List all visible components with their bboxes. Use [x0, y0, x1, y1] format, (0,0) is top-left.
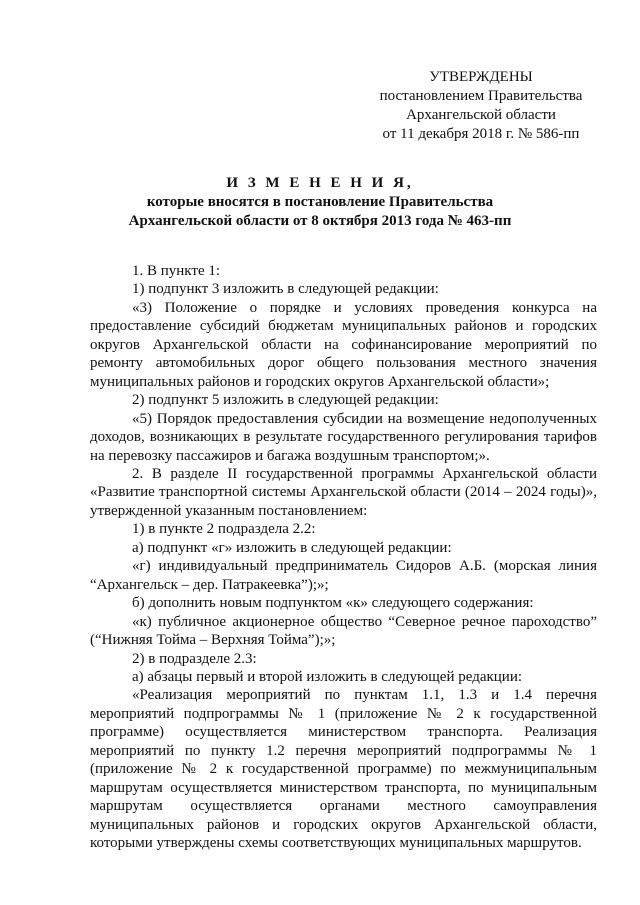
document-heading	[0, 174, 640, 231]
paragraph-7: 1) в пункте 2 подраздела 2.2:	[132, 521, 316, 538]
paragraph-3: «3) Положение о порядке и условиях проведения конкурса на предоставление субсидий бюджетам муниципальных районов и городских округов Архангельской области на софинансирование мероприятий по ремонту автомобильных дорог общего пользования местного значения муниципальных районов и городских округов Архангельской области»;	[90, 299, 597, 390]
paragraph-6: 2. В разделе II государственной программы Архангельской области «Развитие транспортной системы Архангельской области (2014 – 2024 годы)», утвержденной указанным постановлением:	[90, 465, 597, 519]
document-title: И З М Е Н Е Н И Я,	[226, 175, 414, 191]
paragraph-12: 2) в подразделе 2.3:	[132, 650, 257, 667]
paragraph-9: «г) индивидуальный предприниматель Сидоров А.Б. (морская линия “Архангельск – дер. Патракеевка”);»;	[90, 558, 597, 593]
document-subtitle-line-1: которые вносятся в постановление Правительства	[146, 194, 494, 210]
approval-stamp	[366, 68, 596, 144]
approval-line-1: УТВЕРЖДЕНЫ	[429, 69, 533, 85]
paragraph-4: 2) подпункт 5 изложить в следующей редакции:	[132, 392, 439, 409]
paragraph-10: б) дополнить новым подпунктом «к» следующего содержания:	[132, 595, 534, 612]
document-body	[90, 262, 597, 853]
paragraph-11: «к) публичное акционерное общество “Северное речное пароходство” (“Нижняя Тойма – Верхняя Тойма”);»;	[90, 613, 597, 649]
paragraph-8: а) подпункт «г» изложить в следующей редакции:	[132, 539, 452, 556]
paragraph-2: 1) подпункт 3 изложить в следующей редакции:	[132, 281, 439, 298]
paragraph-5: «5) Порядок предоставления субсидии на возмещение недополученных доходов, возникающих в результате государственного регулирования тарифов на перевозку пассажиров и багажа воздушным транспортом;».	[90, 410, 597, 464]
paragraph-14: «Реализация мероприятий по пунктам 1.1, 1.3 и 1.4 перечня мероприятий подпрограммы № 1 (приложение № 2 к государственной программе) осуществляется министерством транспорта. Реализация мероприятий по пункту 1.2 перечня мероприятий подпрограммы № 1 (приложение № 2 к государственной программе) по межмуниципальным маршрутам осуществляется министерством транспорта, по муниципальным маршрутам осуществляется органами местного самоуправления муниципальных районов и городских округов Архангельской области, которыми утверждены схемы соответствующих муниципальных маршрутов.	[90, 687, 597, 852]
approval-line-2: постановлением Правительства	[379, 88, 583, 104]
approval-line-4: от 11 декабря 2018 г. № 586-пп	[382, 126, 580, 142]
paragraph-1: 1. В пункте 1:	[132, 263, 221, 279]
paragraph-13: а) абзацы первый и второй изложить в следующей редакции:	[132, 668, 523, 685]
approval-line-3: Архангельской области	[406, 107, 556, 123]
document-subtitle-line-2: Архангельской области от 8 октября 2013 года № 463-пп	[128, 213, 512, 229]
